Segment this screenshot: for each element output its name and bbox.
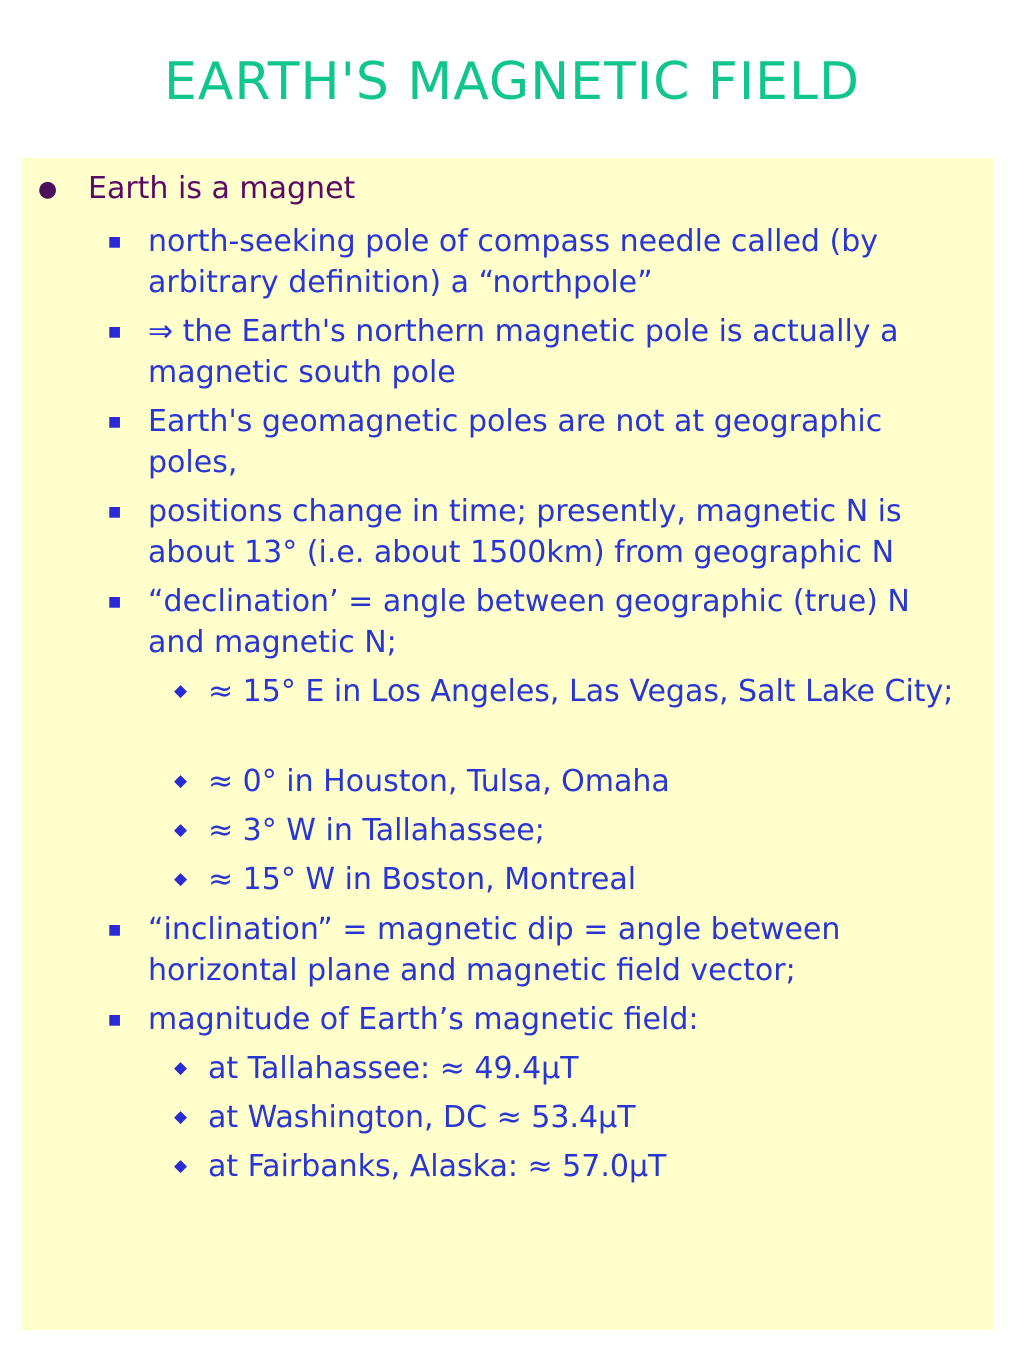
square-bullet-icon: ■ (108, 922, 122, 938)
bullet-text: at Tallahassee: ≈ 49.4μT (208, 1051, 579, 1086)
slide-title: EARTH'S MAGNETIC FIELD (163, 52, 861, 112)
square-bullet-icon: ■ (108, 324, 122, 340)
diamond-bullet-icon: ◆ (174, 771, 188, 791)
bullet-text: ≈ 15° W in Boston, Montreal (208, 862, 637, 897)
bullet-text: ≈ 15° E in Los Angeles, Las Vegas, Salt Lake City; (208, 674, 954, 709)
square-bullet-icon: ■ (108, 594, 122, 610)
diamond-bullet-icon: ◆ (174, 820, 188, 840)
diamond-bullet-icon: ◆ (174, 681, 188, 701)
bullet-text: Earth's geomagnetic poles are not at geographic poles, (148, 404, 883, 480)
bullet-text: “declination’ = angle between geographic (true) N and magnetic N; (148, 584, 910, 660)
bullet-text: ≈ 0° in Houston, Tulsa, Omaha (208, 764, 670, 799)
square-bullet-icon: ■ (108, 1012, 122, 1028)
bullet-text: magnitude of Earth’s magnetic field: (148, 1002, 699, 1037)
diamond-bullet-icon: ◆ (174, 1058, 188, 1078)
square-bullet-icon: ■ (108, 414, 122, 430)
square-bullet-icon: ■ (108, 234, 122, 250)
bullet-text: “inclination” = magnetic dip = angle between horizontal plane and magnetic field vector; (148, 912, 841, 988)
square-bullet-icon: ■ (108, 504, 122, 520)
bullet-text: at Fairbanks, Alaska: ≈ 57.0μT (208, 1149, 667, 1184)
diamond-bullet-icon: ◆ (174, 869, 188, 889)
diamond-bullet-icon: ◆ (174, 1156, 188, 1176)
diamond-bullet-icon: ◆ (174, 1107, 188, 1127)
bullet-text: north-seeking pole of compass needle called (by arbitrary definition) a “northpole” (148, 224, 879, 300)
bullet-text: Earth is a magnet (88, 171, 356, 206)
round-bullet-icon: ● (38, 177, 58, 202)
bullet-text: ≈ 3° W in Tallahassee; (208, 813, 545, 848)
bullet-text: at Washington, DC ≈ 53.4μT (208, 1100, 636, 1135)
bullet-text: positions change in time; presently, magnetic N is about 13° (i.e. about 1500km) from geographic N (148, 494, 902, 570)
bullet-text: ⇒ the Earth's northern magnetic pole is actually a magnetic south pole (148, 314, 899, 390)
content-panel (22, 158, 993, 1330)
